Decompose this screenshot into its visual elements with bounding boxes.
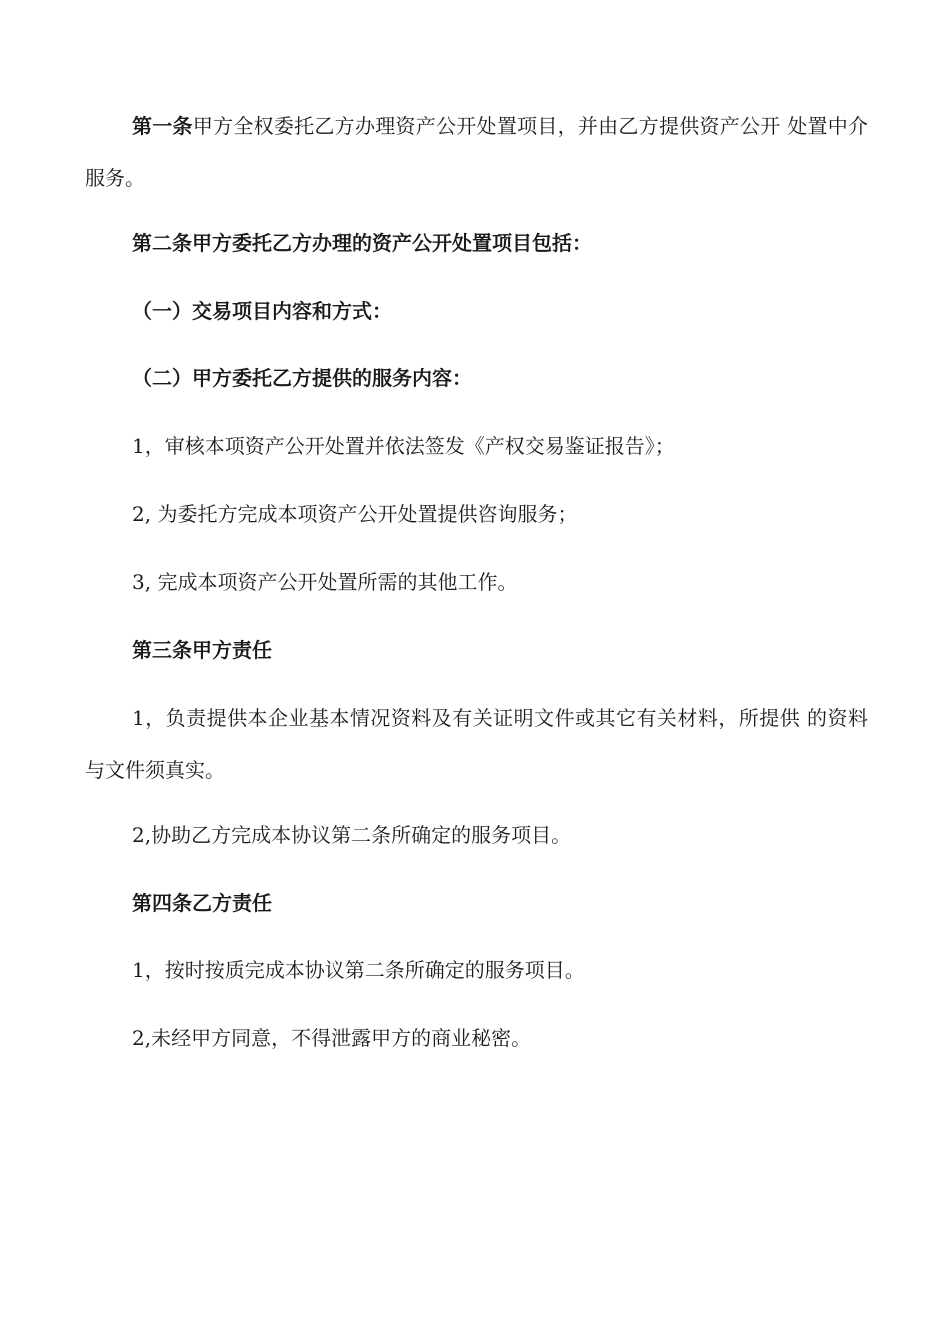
article-4-item-2: 2,未经甲方同意，不得泄露甲方的商业秘密。 xyxy=(132,1026,532,1050)
article-3-heading: 第三条甲方责任 xyxy=(132,638,272,662)
article-2-sub-item-1: 1，审核本项资产公开处置并依法签发《产权交易鉴证报告》； xyxy=(132,434,675,458)
article-1-paragraph xyxy=(85,100,868,204)
article-4-heading: 第四条乙方责任 xyxy=(132,891,272,915)
article-2-item-1: （一）交易项目内容和方式： xyxy=(132,299,392,323)
article-3-item-1: 1，负责提供本企业基本情况资料及有关证明文件或其它有关材料，所提供 的资料与文件须真实。 xyxy=(85,706,868,782)
article-3-item-2: 2,协助乙方完成本协议第二条所确定的服务项目。 xyxy=(132,823,572,847)
article-2-heading: 第二条甲方委托乙方办理的资产公开处置项目包括： xyxy=(132,231,592,255)
article-1-text: 甲方全权委托乙方办理资产公开处置项目，并由乙方提供资产公开 处置中介服务。 xyxy=(85,114,869,190)
article-2-item-2: （二）甲方委托乙方提供的服务内容： xyxy=(132,366,472,390)
article-1-heading: 第一条 xyxy=(132,114,193,138)
article-2-sub-item-2: 2, 为委托方完成本项资产公开处置提供咨询服务； xyxy=(132,502,578,526)
article-2-sub-item-3: 3, 完成本项资产公开处置所需的其他工作。 xyxy=(132,570,518,594)
article-4-item-1: 1，按时按质完成本协议第二条所确定的服务项目。 xyxy=(132,958,585,982)
